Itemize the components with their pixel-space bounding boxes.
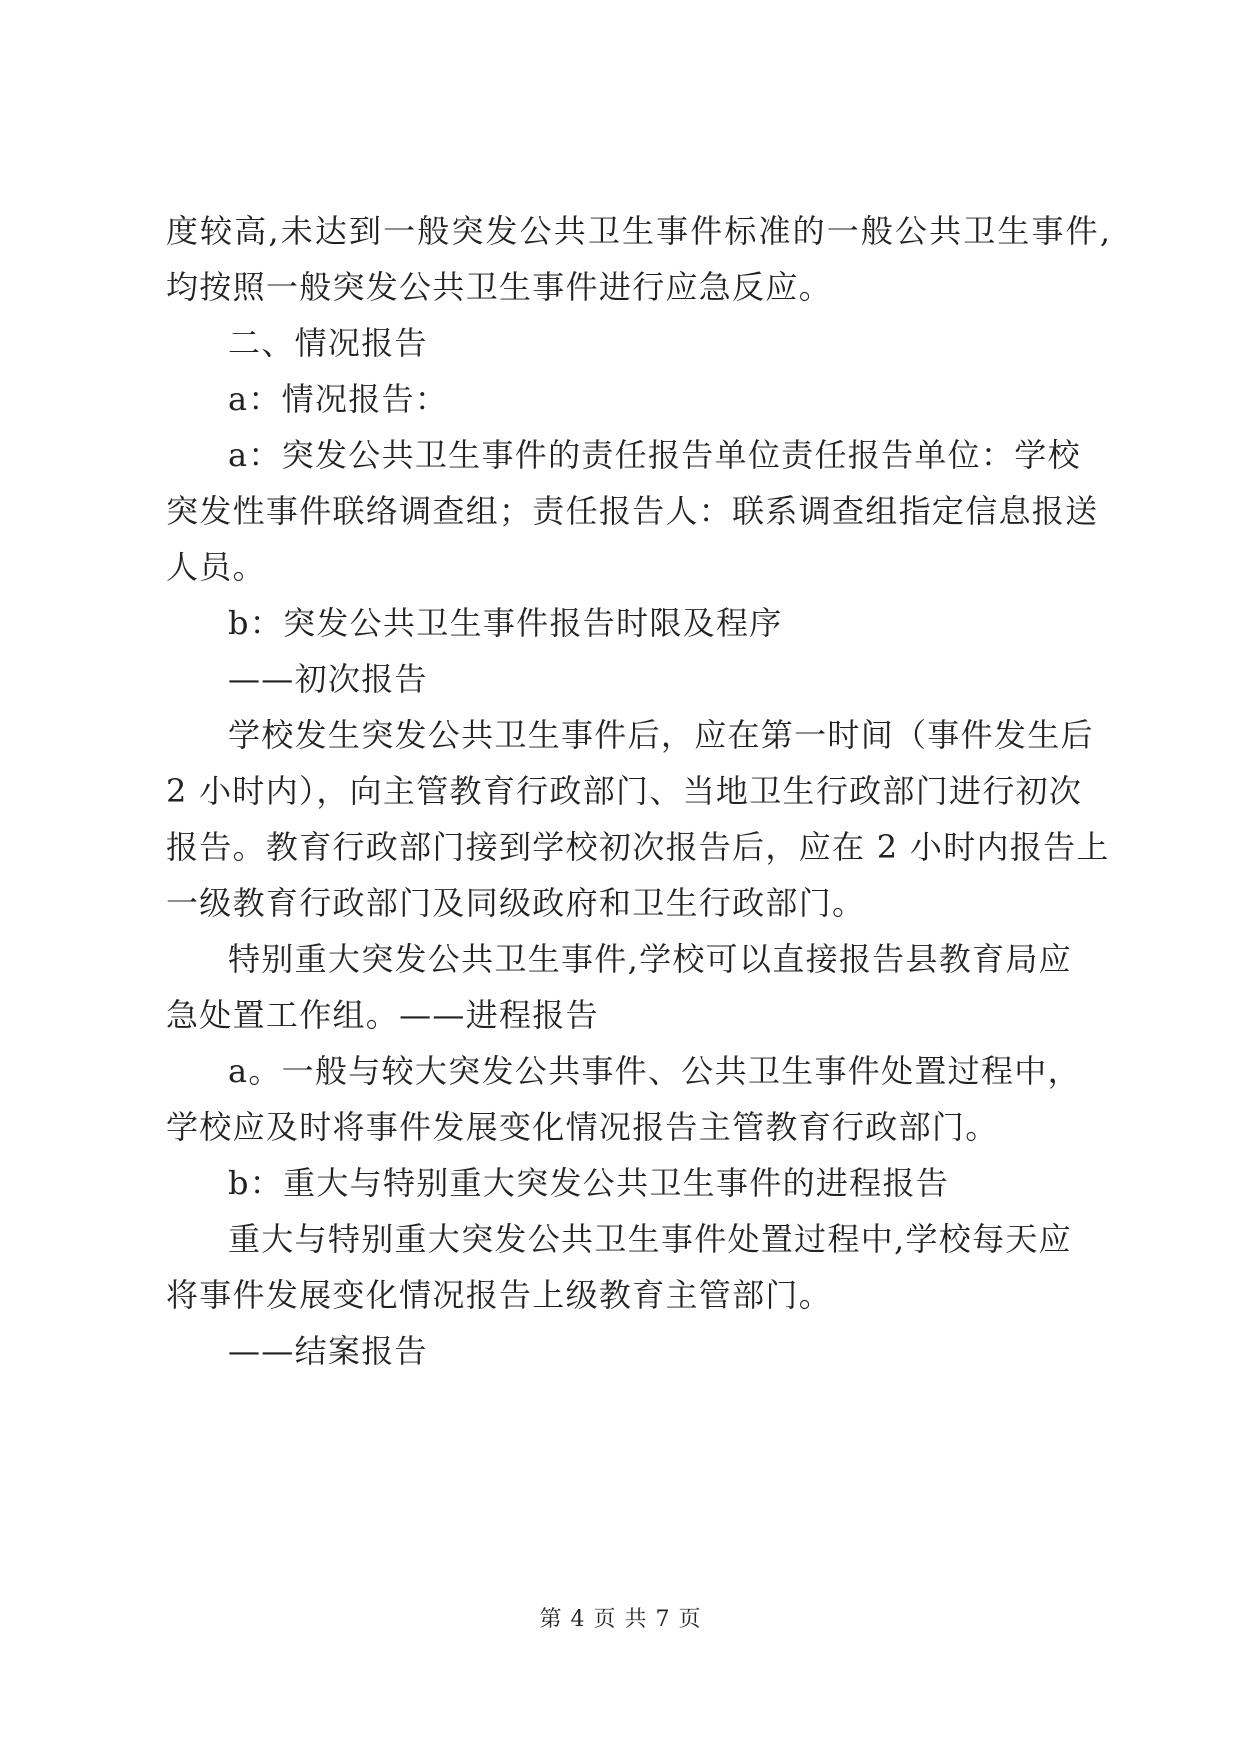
body-text-line: 一级教育行政部门及同级政府和卫生行政部门。: [166, 884, 866, 922]
body-text-line: 报告。教育行政部门接到学校初次报告后，应在 2 小时内报告上: [166, 828, 1110, 866]
body-text-line: 2 小时内），向主管教育行政部门、当地卫生行政部门进行初次: [166, 772, 1083, 810]
body-text-line: 特别重大突发公共卫生事件,学校可以直接报告县教育局应: [228, 940, 1072, 978]
body-text-line: 人员。: [166, 548, 266, 586]
subsection-heading: b：突发公共卫生事件报告时限及程序: [228, 604, 783, 642]
body-text-line: 将事件发展变化情况报告上级教育主管部门。: [166, 1276, 833, 1314]
subsection-heading: ——初次报告: [228, 660, 428, 698]
body-text-line: 均按照一般突发公共卫生事件进行应急反应。: [166, 268, 833, 306]
subsection-heading: a：情况报告：: [228, 380, 449, 418]
body-text-line: 度较高,未达到一般突发公共卫生事件标准的一般公共卫生事件,: [166, 212, 1110, 250]
body-text-line: a：突发公共卫生事件的责任报告单位责任报告单位：学校: [228, 436, 1081, 474]
section-heading: 二、情况报告: [228, 324, 428, 362]
subsection-heading: ——结案报告: [228, 1332, 428, 1370]
page-number-footer: 第 4 页 共 7 页: [539, 1607, 702, 1632]
body-text-line: a。一般与较大突发公共事件、公共卫生事件处置过程中，: [228, 1052, 1081, 1090]
body-text-line: 突发性事件联络调查组；责任报告人：联系调查组指定信息报送: [166, 492, 1099, 530]
body-text-line: 重大与特别重大突发公共卫生事件处置过程中,学校每天应: [228, 1220, 1072, 1258]
body-text-line: 急处置工作组。——进程报告: [166, 996, 599, 1034]
body-text-line: 学校发生突发公共卫生事件后，应在第一时间（事件发生后: [228, 716, 1094, 754]
subsection-heading: b：重大与特别重大突发公共卫生事件的进程报告: [228, 1164, 950, 1202]
body-text-line: 学校应及时将事件发展变化情况报告主管教育行政部门。: [166, 1108, 999, 1146]
